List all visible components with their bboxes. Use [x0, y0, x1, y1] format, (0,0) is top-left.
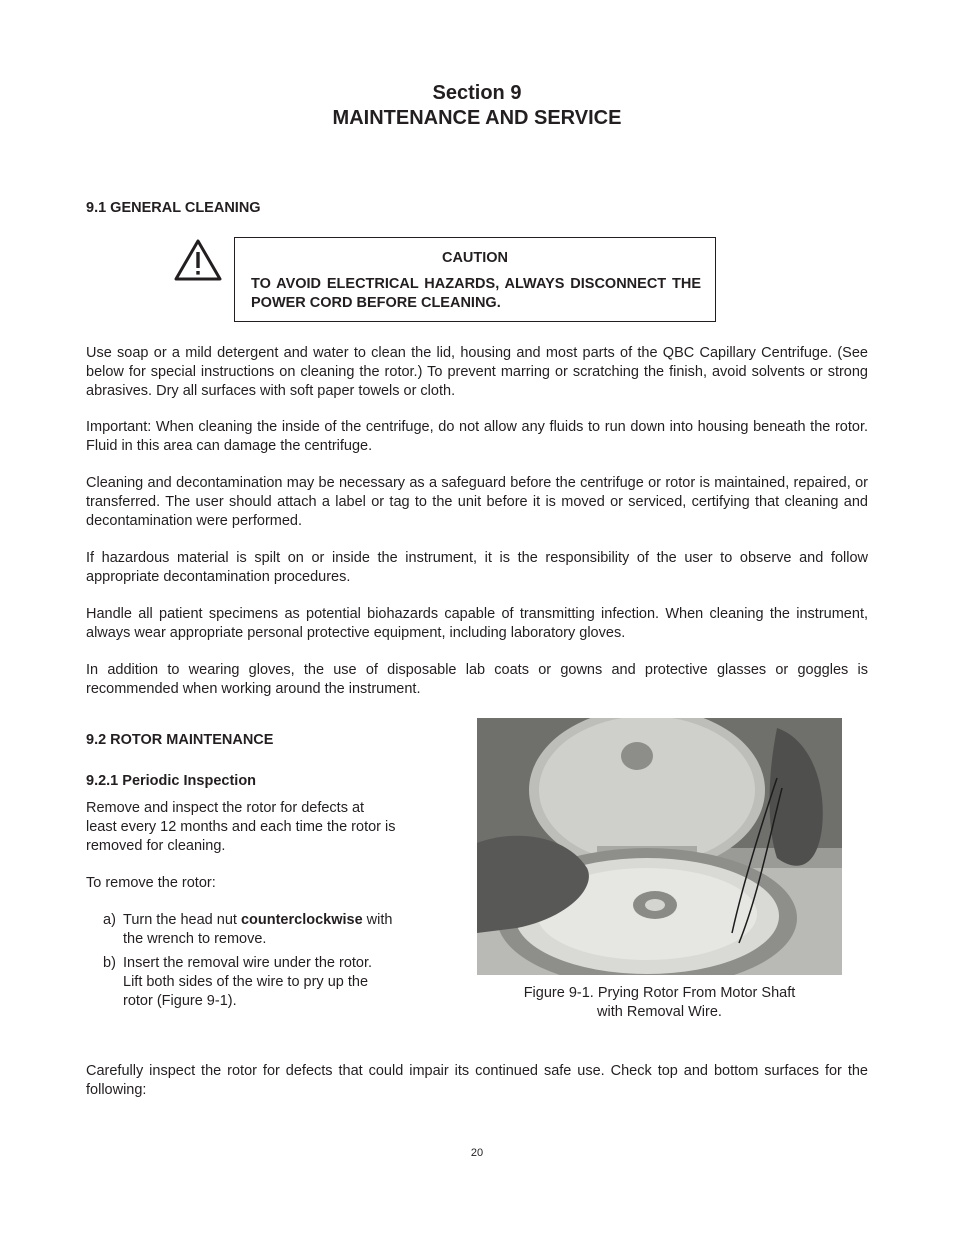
paragraph-cleaning-general: Use soap or a mild detergent and water to clean the lid, housing and most parts of the QBC Capillary Centrifuge. (See below for special instructions on cleaning the rotor.) To prevent marring or scratching the finish, avoid solvents or strong abrasives. Dry all surfaces with soft paper towels or cloth. — [86, 345, 868, 399]
figure-rotor-photo — [477, 718, 842, 975]
paragraph-hazardous-material: If hazardous material is spilt on or inside the instrument, it is the responsibility of the user to observe and follow appropriate decontamination procedures. — [86, 550, 868, 585]
section-number: Section 9 — [432, 82, 522, 104]
warning-triangle-icon — [173, 238, 223, 282]
paragraph-protective-wear: In addition to wearing gloves, the use of disposable lab coats or gowns and protective glasses or goggles is recommended when working around the instrument. — [86, 662, 868, 697]
paragraph-to-remove: To remove the rotor: — [86, 875, 216, 891]
paragraph-decontamination: Cleaning and decontamination may be necessary as a safeguard before the centrifuge or rotor is maintained, repaired, or transferred. The user should attach a label or tag to the unit before it is moved or serviced, certifying that cleaning and decontamination were performed. — [86, 475, 868, 529]
list-item-b-label: b) — [103, 955, 116, 971]
heading-rotor-maintenance: 9.2 ROTOR MAINTENANCE — [86, 732, 274, 748]
list-item-b-text: Insert the removal wire under the rotor. Lift both sides of the wire to pry up the rotor (Figure 9-1). — [123, 955, 373, 1009]
list-item-a-label: a) — [103, 912, 116, 928]
page-number: 20 — [470, 1147, 484, 1159]
paragraph-biohazards: Handle all patient specimens as potential biohazards capable of transmitting infection. When cleaning the instrument, always wear appropriate personal protective equipment, including laboratory gloves. — [86, 606, 868, 641]
figure-caption-line-2: with Removal Wire. — [597, 1004, 722, 1020]
figure-caption-line-1: Figure 9-1. Prying Rotor From Motor Shaft — [523, 985, 796, 1001]
paragraph-inspect-rotor: Carefully inspect the rotor for defects that could impair its continued safe use. Check top and bottom surfaces for the following: — [86, 1063, 868, 1098]
caution-text: TO AVOID ELECTRICAL HAZARDS, ALWAYS DISCONNECT THE POWER CORD BEFORE CLEANING. — [251, 276, 701, 311]
list-item-a-text: Turn the head nut counterclockwise with the wrench to remove. — [123, 912, 393, 947]
list-item-b — [103, 954, 393, 1011]
paragraph-inspection-intro: Remove and inspect the rotor for defects at least every 12 months and each time the rotor is removed for cleaning. — [86, 800, 396, 854]
page-title: MAINTENANCE AND SERVICE — [332, 107, 622, 129]
heading-periodic-inspection: 9.2.1 Periodic Inspection — [86, 773, 257, 789]
paragraph-important: Important: When cleaning the inside of the centrifuge, do not allow any fluids to run down into housing beneath the rotor. Fluid in this area can damage the centrifuge. — [86, 419, 868, 454]
list-item-a — [103, 911, 403, 949]
caution-title: CAUTION — [441, 250, 509, 266]
heading-general-cleaning: 9.1 GENERAL CLEANING — [86, 200, 261, 216]
caution-box — [234, 237, 716, 322]
